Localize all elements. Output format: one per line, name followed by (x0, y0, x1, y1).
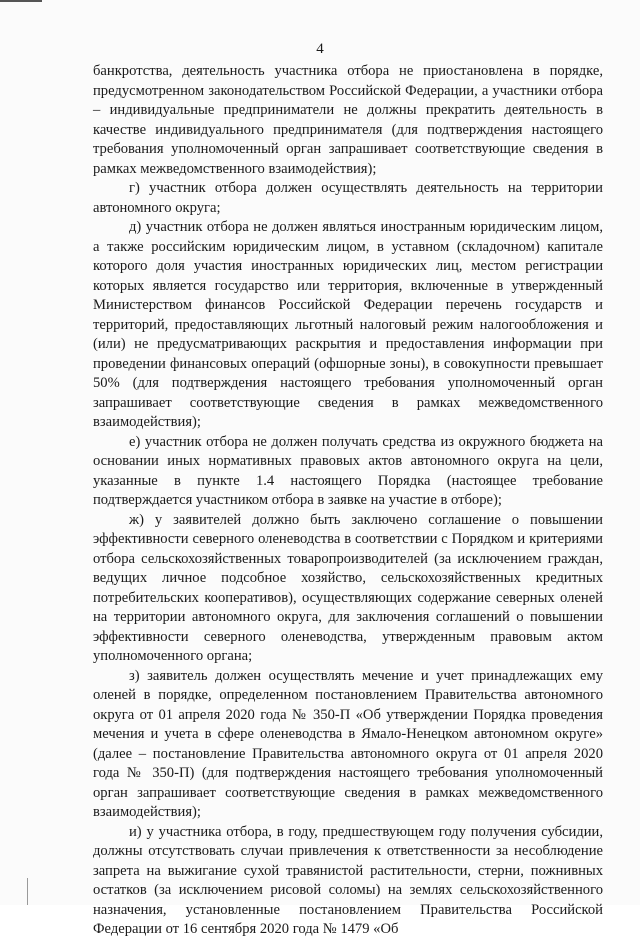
paragraph-item-i: и) у участника отбора, в году, предшествующем году получения субсидии, должны отсутствовать случаи привлечения к ответственности за несоблюдение запрета на выжигание сухой травянистой растительности, стерни, пожнивных остатков (за исключением рисовой соломы) на землях сельскохозяйственного назначения, установленные постановлением Правительства Российской Федерации от 16 сентября 2020 года № 1479 «Об (93, 823, 603, 937)
paragraph-item-d: д) участник отбора не должен являться иностранным юридическим лицом, а также российским юридическим лицом, в уставном (складочном) капитале которого доля участия иностранных юридических лиц, местом регистрации которых является государство или территория, включенные в утвержденный Министерством финансов Российской Федерации перечень государств и территорий, предоставляющих льготный налоговый режим налогообложения и (или) не предусматривающих раскрытия и предоставления информации при проведении финансовых операций (офшорные зоны), в совокупности превышает 50% (для подтверждения настоящего требования уполномоченный орган запрашивает соответствующие сведения в рамках межведомственного взаимодействия); (93, 219, 603, 430)
paragraph-item-zh: ж) у заявителей должно быть заключено соглашение о повышении эффективности северного оленеводства в соответствии с Порядком и критериями отбора сельскохозяйственных товаропроизводителей (за исключением граждан, ведущих личное подсобное хозяйство, сельскохозяйственных кредитных потребительских кооперативов), осуществляющих содержание северных оленей на территории автономного округа, для заключения соглашений о повышении эффективности северного оленеводства, утвержденным правовым актом уполномоченного органа; (93, 511, 603, 664)
body-text (93, 62, 603, 940)
paragraph-item-z: з) заявитель должен осуществлять мечение и учет принадлежащих ему оленей в порядке, определенном постановлением Правительства автономного округа от 01 апреля 2020 года № 350-П «Об утверждении Порядка проведения мечения и учета в сфере оленеводства в Ямало-Ненецком автономном округе» (далее – постановление Правительства автономного округа от 01 апреля 2020 года № 350-П) (для подтверждения настоящего требования уполномоченный орган запрашивает соответствующие сведения в рамках межведомственного взаимодействия); (93, 667, 603, 820)
scan-edge-mark (0, 0, 42, 2)
paragraph-item-g: г) участник отбора должен осуществлять деятельность на территории автономного округа; (93, 180, 603, 216)
page-number: 4 (316, 41, 324, 57)
scan-margin-line (27, 878, 28, 905)
paragraph-item-e: е) участник отбора не должен получать средства из окружного бюджета на основании иных нормативных правовых актов автономного округа на цели, указанные в пункте 1.4 настоящего Порядка (настоящее требование подтверждается участником отбора в заявке на участие в отборе); (93, 433, 603, 508)
paragraph-continuation: банкротства, деятельность участника отбора не приостановлена в порядке, предусмотренном законодательством Российской Федерации, а участники отбора – индивидуальные предприниматели не должны прекратить деятельность в качестве индивидуального предпринимателя (для подтверждения настоящего требования уполномоченный орган запрашивает соответствующие сведения в рамках межведомственного взаимодействия); (93, 63, 603, 177)
